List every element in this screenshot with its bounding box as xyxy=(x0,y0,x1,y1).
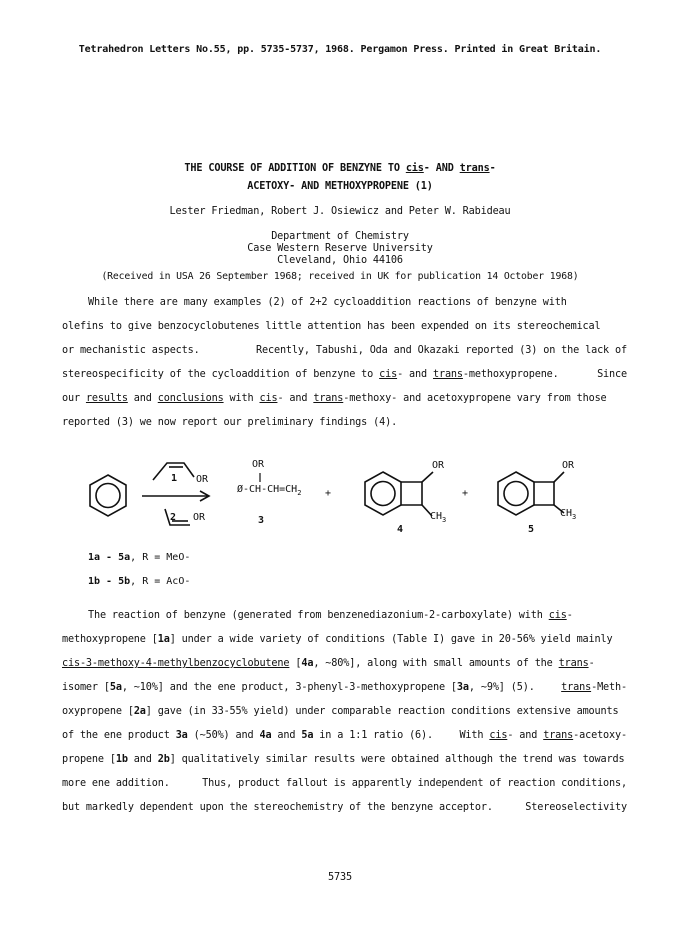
para2-line-1: The reaction of benzyne (generated from benzenediazonium-2-carboxylate) with cis- xyxy=(88,610,573,621)
product-5-aromatic-circle xyxy=(504,482,528,506)
product-4-number: 4 xyxy=(397,524,404,535)
para2-line-8: more ene addition. Thus, product fallout is apparently independent of reaction conditions, xyxy=(62,778,627,789)
reaction-scheme xyxy=(0,455,680,595)
journal-header: Tetrahedron Letters No.55, pp. 5735-5737, 1968. Pergamon Press. Printed in Great Britain. xyxy=(78,44,602,55)
authors: Lester Friedman, Robert J. Osiewicz and Peter W. Rabideau xyxy=(169,206,511,217)
reagent-1-or: OR xyxy=(196,474,209,485)
scheme-key-a: 1a - 5a, R = MeO- xyxy=(88,552,191,563)
product-5-or-bond xyxy=(554,472,564,482)
para2-line-4: isomer [5a, ~10%] and the ene product, 3-phenyl-3-methoxypropene [3a, ~9%] (5). trans-Meth- xyxy=(62,682,627,693)
para2-line-2: methoxypropene [1a] under a wide variety of conditions (Table I) gave in 20-56% yield mainly xyxy=(62,634,613,645)
para2-line-9: but markedly dependent upon the stereochemistry of the benzyne acceptor. Stereoselectivity xyxy=(62,802,627,813)
plus-sign-2: + xyxy=(462,488,469,499)
para2-line-5: oxypropene [2a] gave (in 33-55% yield) under comparable reaction conditions extensive amounts xyxy=(62,706,619,717)
reagent-2-number: 2 xyxy=(170,512,177,523)
product-5-cyclobutene-ring xyxy=(534,482,554,505)
para1-line-4: stereospecificity of the cycloaddition of benzyne to cis- and trans-methoxypropene. Since xyxy=(62,369,627,380)
product-3-number: 3 xyxy=(258,515,265,526)
received-dates: (Received in USA 26 September 1968; received in UK for publication 14 October 1968) xyxy=(101,271,579,282)
para2-line-3: cis-3-methoxy-4-methylbenzocyclobutene [4a, ~80%], along with small amounts of the trans- xyxy=(62,658,595,669)
paper-title-line-2: ACETOXY- AND METHOXYPROPENE (1) xyxy=(247,181,433,192)
para1-line-2: olefins to give benzocyclobutenes little attention has been expended on its stereochemical xyxy=(62,321,601,332)
product-5-ch3: $CH_3$ xyxy=(560,508,577,521)
scheme-key-b: 1b - 5b, R = AcO- xyxy=(88,576,191,587)
product-4-aromatic-circle xyxy=(371,482,395,506)
para1-line-3: or mechanistic aspects. Recently, Tabushi, Oda and Okazaki reported (3) on the lack of xyxy=(62,345,627,356)
plus-sign-1: + xyxy=(325,488,332,499)
product-4-or: OR xyxy=(432,460,445,471)
product-3-formula: $Ø-CH-CH=CH_2$ xyxy=(237,484,302,497)
para2-line-6: of the ene product 3a (~50%) and 4a and 5a in a 1:1 ratio (6). With cis- and trans-acetoxy- xyxy=(62,730,627,741)
affiliation-dept: Department of Chemistry xyxy=(271,231,409,242)
para1-line-6: reported (3) we now report our preliminary findings (4). xyxy=(62,417,398,428)
trans-propene-skeleton xyxy=(165,509,190,525)
product-4-or-bond xyxy=(422,472,433,482)
paper-title-line-1: THE COURSE OF ADDITION OF BENZYNE TO cis- AND trans- xyxy=(184,163,496,174)
affiliation-university: Case Western Reserve University xyxy=(247,243,433,254)
reagent-2-or: OR xyxy=(193,512,206,523)
affiliation-city: Cleveland, Ohio 44106 xyxy=(277,255,403,266)
product-5-or: OR xyxy=(562,460,575,471)
benzyne-aromatic-circle xyxy=(96,484,120,508)
para1-line-5: our results and conclusions with cis- and trans-methoxy- and acetoxypropene vary from those xyxy=(62,393,607,404)
product-5-number: 5 xyxy=(528,524,535,535)
para1-line-1: While there are many examples (2) of 2+2 cycloaddition reactions of benzyne with xyxy=(88,297,567,308)
page-number: 5735 xyxy=(328,872,352,883)
reagent-1-number: 1 xyxy=(171,473,178,484)
scheme-drawing xyxy=(0,455,680,595)
para2-line-7: propene [1b and 2b] qualitatively similar results were obtained although the trend was towards xyxy=(62,754,625,765)
product-4-cyclobutene-ring xyxy=(401,482,422,505)
product-3-or: OR xyxy=(252,459,265,470)
product-4-ch3: $CH_3$ xyxy=(430,511,447,524)
